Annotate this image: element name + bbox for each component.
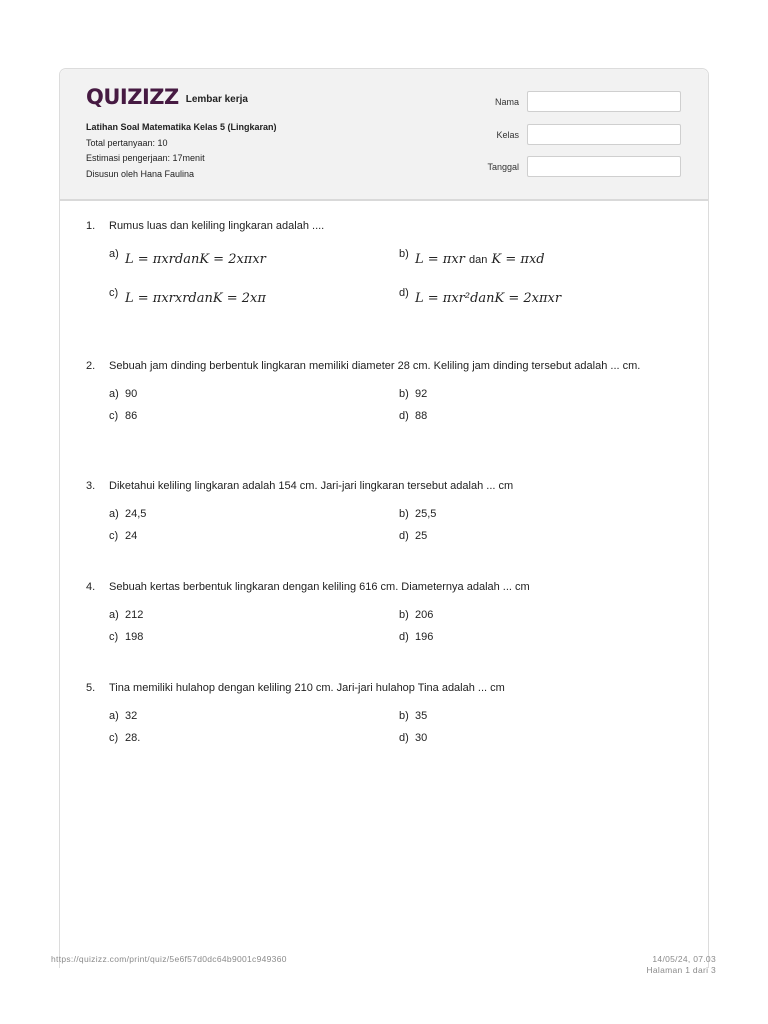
name-field-row [465, 91, 681, 112]
option-value: 35 [415, 710, 428, 722]
worksheet-sheet [59, 68, 709, 968]
option-label: d) [399, 410, 409, 422]
option-label: d) [399, 732, 409, 744]
option-label: a) [109, 609, 119, 621]
option-label: d) [399, 631, 409, 643]
option-value: 25 [415, 530, 428, 542]
question-number: 3. [86, 480, 96, 492]
question-2 [86, 357, 686, 422]
footer-info [646, 954, 716, 976]
option-value-part: L = πxr [415, 252, 465, 267]
option-c[interactable] [109, 287, 399, 306]
question-options [109, 388, 686, 422]
question-text: Sebuah jam dinding berbentuk lingkaran memiliki diameter 28 cm. Keliling jam dinding tersebut adalah ... cm. [109, 360, 641, 372]
class-field-row [465, 124, 681, 145]
worksheet-label: Lembar kerja [185, 94, 248, 105]
question-1 [86, 217, 686, 306]
option-value: 24 [125, 530, 138, 542]
option-label: c) [109, 410, 119, 422]
option-label: c) [109, 732, 119, 744]
option-a[interactable] [109, 710, 399, 722]
question-options [109, 710, 686, 744]
option-value: 212 [125, 609, 144, 621]
option-label: a) [109, 508, 119, 520]
option-value: L = πxrdanK = 2xπxr [125, 252, 266, 267]
question-number: 5. [86, 682, 96, 694]
question-text: Diketahui keliling lingkaran adalah 154 cm. Jari-jari lingkaran tersebut adalah ... cm [109, 480, 514, 492]
question-number: 1. [86, 220, 96, 232]
option-b[interactable] [399, 508, 689, 520]
option-value: 196 [415, 631, 434, 643]
question-options [109, 508, 686, 542]
name-label: Nama [494, 96, 519, 107]
option-a[interactable] [109, 248, 399, 267]
question-4 [86, 578, 686, 643]
option-value-part: K = πxd [491, 252, 545, 267]
question-options [109, 248, 686, 306]
option-label: a) [109, 248, 119, 260]
option-b[interactable] [399, 710, 689, 722]
option-label: b) [399, 710, 409, 722]
option-value: 25,5 [415, 508, 437, 520]
option-label: d) [399, 287, 409, 299]
option-value: 30 [415, 732, 428, 744]
footer-page-number: Halaman 1 dari 3 [646, 965, 716, 975]
option-value: 88 [415, 410, 428, 422]
option-label: d) [399, 530, 409, 542]
option-a[interactable] [109, 609, 399, 621]
question-number: 2. [86, 360, 96, 372]
option-d[interactable] [399, 410, 689, 422]
option-d[interactable] [399, 530, 689, 542]
class-input[interactable] [527, 124, 681, 145]
brand [86, 87, 248, 107]
option-d[interactable] [399, 631, 689, 643]
option-value: 206 [415, 609, 434, 621]
option-c[interactable] [109, 732, 399, 744]
option-value: 90 [125, 388, 138, 400]
quiz-author: Disusun oleh Hana Faulina [86, 168, 195, 179]
option-c[interactable] [109, 530, 399, 542]
footer-datetime: 14/05/24, 07.03 [652, 954, 716, 964]
option-value: 198 [125, 631, 144, 643]
option-label: b) [399, 388, 409, 400]
quizizz-logo: QUIZIZZ [86, 85, 179, 109]
question-number: 4. [86, 581, 96, 593]
question-3 [86, 477, 686, 542]
option-label: b) [399, 248, 409, 260]
question-text: Sebuah kertas berbentuk lingkaran dengan keliling 616 cm. Diameternya adalah ... cm [109, 581, 530, 593]
total-questions: Total pertanyaan: 10 [86, 137, 168, 148]
option-value: 92 [415, 388, 428, 400]
name-input[interactable] [527, 91, 681, 112]
question-text: Rumus luas dan keliling lingkaran adalah .... [109, 220, 325, 232]
question-text: Tina memiliki hulahop dengan keliling 210 cm. Jari-jari hulahop Tina adalah ... cm [109, 682, 505, 694]
option-label: b) [399, 609, 409, 621]
option-a[interactable] [109, 388, 399, 400]
option-value: 24,5 [125, 508, 147, 520]
option-d[interactable] [399, 287, 689, 306]
worksheet-header [60, 69, 708, 201]
option-value: 86 [125, 410, 138, 422]
quiz-title: Latihan Soal Matematika Kelas 5 (Lingkaran) [86, 122, 277, 132]
option-value-connector: dan [469, 254, 488, 266]
option-d[interactable] [399, 732, 689, 744]
option-a[interactable] [109, 508, 399, 520]
option-label: b) [399, 508, 409, 520]
option-label: c) [109, 631, 119, 643]
option-c[interactable] [109, 410, 399, 422]
question-options [109, 609, 686, 643]
option-value: L = πxrxrdanK = 2xπ [125, 291, 266, 306]
quiz-meta [86, 120, 277, 182]
option-b[interactable] [399, 609, 689, 621]
date-input[interactable] [527, 156, 681, 177]
option-value: 28. [125, 732, 141, 744]
option-label: c) [109, 287, 119, 299]
option-label: a) [109, 710, 119, 722]
option-b[interactable] [399, 248, 689, 267]
question-5 [86, 679, 686, 744]
option-c[interactable] [109, 631, 399, 643]
option-value: 32 [125, 710, 138, 722]
option-label: c) [109, 530, 119, 542]
class-label: Kelas [496, 129, 519, 140]
footer-url: https://quizizz.com/print/quiz/5e6f57d0dc64b9001c949360 [51, 954, 287, 964]
option-value: L = πxr²danK = 2xπxr [415, 291, 562, 306]
option-b[interactable] [399, 388, 689, 400]
date-field-row [465, 156, 681, 177]
option-label: a) [109, 388, 119, 400]
estimated-time: Estimasi pengerjaan: 17menit [86, 153, 205, 163]
date-label: Tanggal [487, 161, 519, 172]
option-value [415, 252, 545, 267]
